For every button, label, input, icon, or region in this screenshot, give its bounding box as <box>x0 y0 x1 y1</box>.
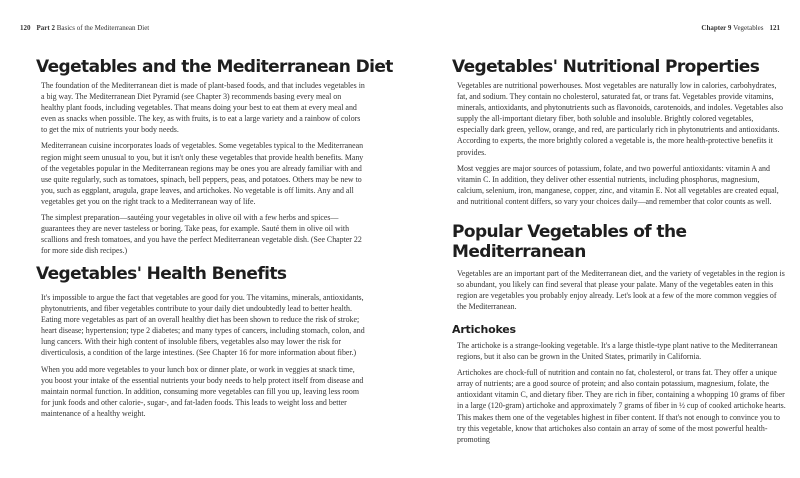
page-number: 121 <box>769 24 780 32</box>
section-body <box>457 268 785 317</box>
part-title: Basics of the Mediterranean Diet <box>56 24 150 32</box>
subsection-heading: Artichokes <box>452 323 516 336</box>
subsection-body <box>457 340 787 450</box>
heading-line: Popular Vegetables of the <box>452 222 687 242</box>
page-number: 120 <box>20 24 31 32</box>
paragraph: The artichoke is a strange-looking vegetable. It's a large thistle-type plant native to the Mediterranean regions, but it also can be grown in the United States, primarily in California. <box>457 341 778 362</box>
paragraph: Artichokes are chock-full of nutrition and contain no fat, cholesterol, or trans fat. They offer a unique array of nutrients; are a good source of protein; and also contain potassium, magnesium, folate, the antioxidant vitamin C, and dietary fiber. They are rich in fiber, containing a whopping 10 grams of fiber in a large (120-gram) artichoke and approximately 7 grams of fiber in ½ cup of cooked artichoke hearts. This makes them one of the vegetables highest in fiber content. If that's not enough to convince you to try this vegetable, know that artichokes also contain an array of some of the most powerful health-promoting <box>457 368 786 444</box>
section-heading: Vegetables and the Mediterranean Diet <box>36 57 393 77</box>
heading-line: Mediterranean <box>452 242 586 262</box>
paragraph: The simplest preparation—sautéing your vegetables in olive oil with a few herbs and spices—guarantees they are never tasteless or boring. Take peas, for example. Sauté them in olive oil with scallions and fresh tomatoes, and you have the perfect Mediterranean vegetable dish. (See Chapter 22 for more side dish recipes.) <box>41 213 362 256</box>
part-label: Part 2 <box>36 24 55 32</box>
paragraph: Most veggies are major sources of potassium, folate, and two powerful antioxidants: vitamin A and vitamin C. In addition, they deliver other essential nutrients, including phosphorus, magnesium, calcium, selenium, iron, manganese, copper, zinc, and vitamin E. Not all vegetables are created equal, and nutritional content differs, so vary your choices daily—and remember that color counts as well. <box>457 163 779 206</box>
paragraph: Vegetables are nutritional powerhouses. Most vegetables are naturally low in calories, carbohydrates, fat, and sodium. They contain no cholesterol, saturated fat, or trans fat. Vegetables provide vitamins, minerals, antioxidants, and phytonutrients such as flavonoids, carotenoids, and indoles. Vegetables also supply the all-important dietary fiber, both soluble and insoluble. Brightly colored vegetables, especially dark green, yellow, orange, and red, are particularly rich in phytonutrients and antioxidants. According to experts, the more brightly colored a vegetable is, the more health-protective benefits it provides. <box>457 81 783 157</box>
chapter-label: Chapter 9 <box>701 24 732 32</box>
section-body <box>41 292 366 424</box>
section-body <box>457 80 785 212</box>
running-head-right <box>701 24 780 32</box>
section-heading: Vegetables' Health Benefits <box>36 264 287 284</box>
section-body <box>41 80 366 261</box>
chapter-title: Vegetables <box>733 24 764 32</box>
paragraph: The foundation of the Mediterranean diet is made of plant-based foods, and that includes vegetables in a big way. The Mediterranean Diet Pyramid (see Chapter 3) recommends basing every meal on healthy plant foods, including vegetables. That means doing your best to eat them at every meal and even as snacks when possible. The key, as with fruits, is to eat a large variety and a rainbow of colors to get the mix of nutrients your body needs. <box>41 81 365 135</box>
running-head-left <box>20 24 149 32</box>
paragraph: Vegetables are an important part of the Mediterranean diet, and the variety of vegetables in the region is so abundant, you likely can find several that please your palate. Many of the vegetables eaten in this region are vegetables you probably enjoy already. Let's look at a few of the more common veggies of the Mediterranean. <box>457 269 785 312</box>
paragraph: Mediterranean cuisine incorporates loads of vegetables. Some vegetables typical to the Mediterranean region might seem unusual to you, but it isn't only these vegetables that provide health benefits. Many of the vegetables popular in the Mediterranean regions may be ones you are already familiar with and use quite regularly, such as tomatoes, spinach, bell peppers, peas, and potatoes. Others may be new to you, such as eggplant, arugula, grape leaves, and artichokes. No vegetable is off limits. Any and all vegetables get you on the right track to a Mediterranean way of life. <box>41 141 364 206</box>
paragraph: It's impossible to argue the fact that vegetables are good for you. The vitamins, minerals, antioxidants, phytonutrients, and fiber vegetables contribute to your daily diet undoubtedly lead to better health. Eating more vegetables as part of an overall healthy diet has been shown to reduce the risk of stroke; heart disease; hypertension; type 2 diabetes; and many types of cancers, including stomach, colon, and lung cancers. With their high content of insoluble fibers, vegetables also may lower the risk for diverticulosis, a condition of the large intestines. (See Chapter 16 for more information about fiber.) <box>41 293 365 358</box>
right-page <box>400 0 800 478</box>
paragraph: When you add more vegetables to your lunch box or dinner plate, or work in veggies at snack time, you boost your intake of the essential nutrients your body needs to help protect itself from disease and maintain normal function. In addition, consuming more vegetables can fill you up, leaving less room for junk foods and other calorie-, sugar-, and fat-laden foods. This leads to weight loss and better maintenance of a healthy weight. <box>41 364 364 418</box>
section-heading: Vegetables' Nutritional Properties <box>452 57 760 77</box>
section-heading <box>452 222 686 262</box>
